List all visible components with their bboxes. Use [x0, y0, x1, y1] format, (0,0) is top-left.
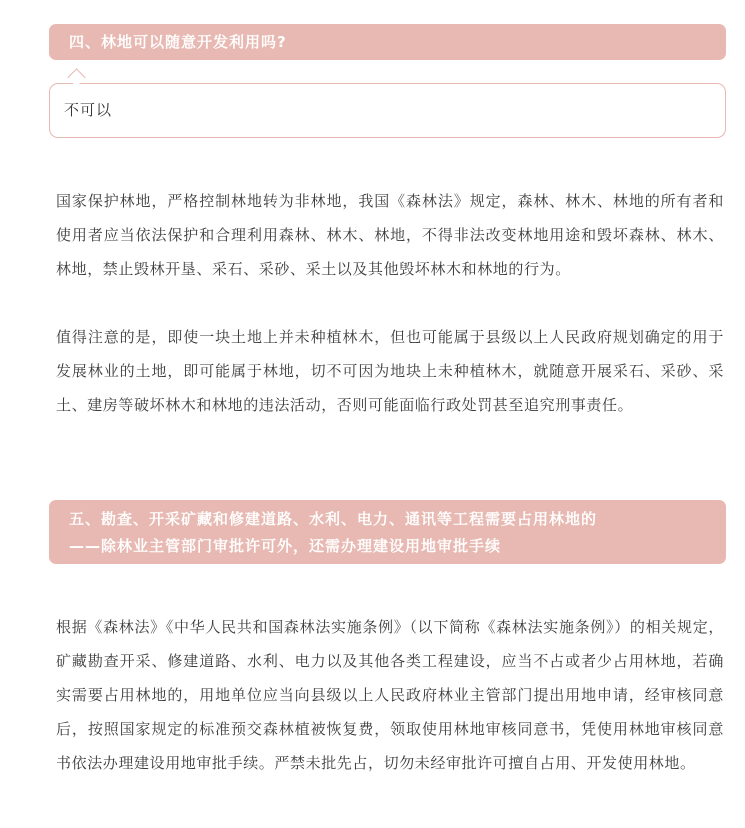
answer-box	[49, 83, 726, 138]
section-5-heading	[49, 500, 726, 564]
section-5-paragraph-1: 根据《森林法》《中华人民共和国森林法实施条例》（以下简称《森林法实施条例》）的相关规定，矿藏勘查开采、修建道路、水利、电力以及其他各类工程建设，应当不占或者少占用林地，若确实需要占用林地的，用地单位应当向县级以上人民政府林业主管部门提出用地申请，经审核同意后，按照国家规定的标准预交森林植被恢复费，领取使用林地审核同意书，凭使用林地审核同意书依法办理建设用地审批手续。严禁未批先占，切勿未经审批许可擅自占用、开发使用林地。	[56, 618, 724, 772]
section-4-heading	[49, 24, 726, 60]
section-5-title-line-1: 五、勘查、开采矿藏和修建道路、水利、电力、通讯等工程需要占用林地的	[69, 510, 598, 528]
section-4-title: 四、林地可以随意开发利用吗?	[69, 33, 287, 51]
answer-text: 不可以	[64, 101, 113, 119]
section-4-paragraph-2: 值得注意的是，即使一块土地上并未种植林木，但也可能属于县级以上人民政府规划确定的用于发展林业的土地，即可能属于林地，切不可因为地块上未种植林木，就随意开展采石、采砂、采土、建房等破坏林木和林地的违法活动，否则可能面临行政处罚甚至追究刑事责任。	[56, 328, 724, 414]
section-4-paragraph-1: 国家保护林地，严格控制林地转为非林地，我国《森林法》规定，森林、林木、林地的所有者和使用者应当依法保护和合理利用森林、林木、林地，不得非法改变林地用途和毁坏森林、林木、林地，禁止毁林开垦、采石、采砂、采土以及其他毁坏林木和林地的行为。	[56, 192, 724, 278]
section-5-title-line-2: ——除林业主管部门审批许可外，还需办理建设用地审批手续	[69, 537, 502, 555]
